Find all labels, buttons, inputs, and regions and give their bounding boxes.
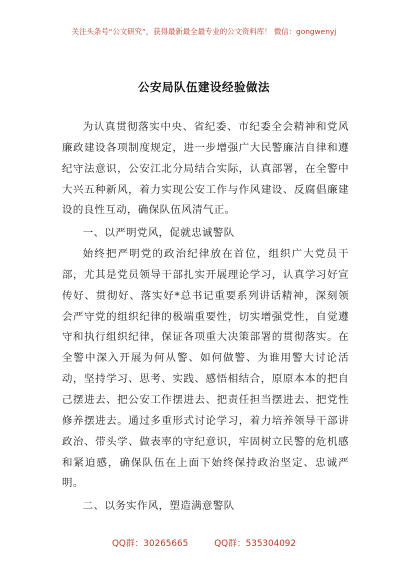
footer-contacts bbox=[0, 536, 408, 549]
document-body bbox=[62, 117, 349, 517]
section-heading-1: 一、以严明党风，促就忠诚警队 bbox=[82, 227, 235, 240]
intro-paragraph: 为认真贯彻落实中央、省纪委、市纪委全会精神和党风廉政建设各项制度规定，进一步增强广大民警廉洁自律和遵纪守法意识，公安江北分局结合实际，认真部署，在全警中大兴五种新风，着力实现公安工作与作风建设、反腐倡廉建设的良性互动，确保队伍风清气正。 bbox=[62, 121, 349, 217]
section-heading-2: 二、以务实作风，塑造满意警队 bbox=[82, 500, 235, 513]
section-1-paragraph: 始终把严明党的政治纪律放在首位，组织广大党员干部，尤其是党员领导干部扎实开展理论学习，认真学习好宣传好、贯彻好、落实好*总书记重要系列讲话精神，深刻领会严守党的组织纪律的极端重要性，切实增强党性，自觉遵守和执行组织纪律，保证各项重大决策部署的贯彻落实。在全警中深入开展为何从警、如何做警、为谁用警大讨论活动，坚持学习、思考、实践、感悟相结合，原原本本的把自己摆进去、把公安工作摆进去、把责任担当摆进去、把党性修养摆进去。通过多重形式讨论学习，着力培养领导干部讲政治、带头学、做表率的守纪意识，牢固树立民警的危机感和紧迫感，确保队伍在上面下始终保持政治坚定、忠诚严明。 bbox=[62, 248, 349, 490]
header-note: 关注头条号“公文研究”，获得最新最全最专业的公文资料库！ 微信：gongwenyj bbox=[71, 27, 337, 36]
document-title: 公安局队伍建设经验做法 bbox=[138, 80, 270, 94]
footer-qq-group-1: QQ群：30265665 bbox=[111, 539, 189, 549]
footer-qq-group-2: QQ群：535304092 bbox=[214, 539, 297, 549]
